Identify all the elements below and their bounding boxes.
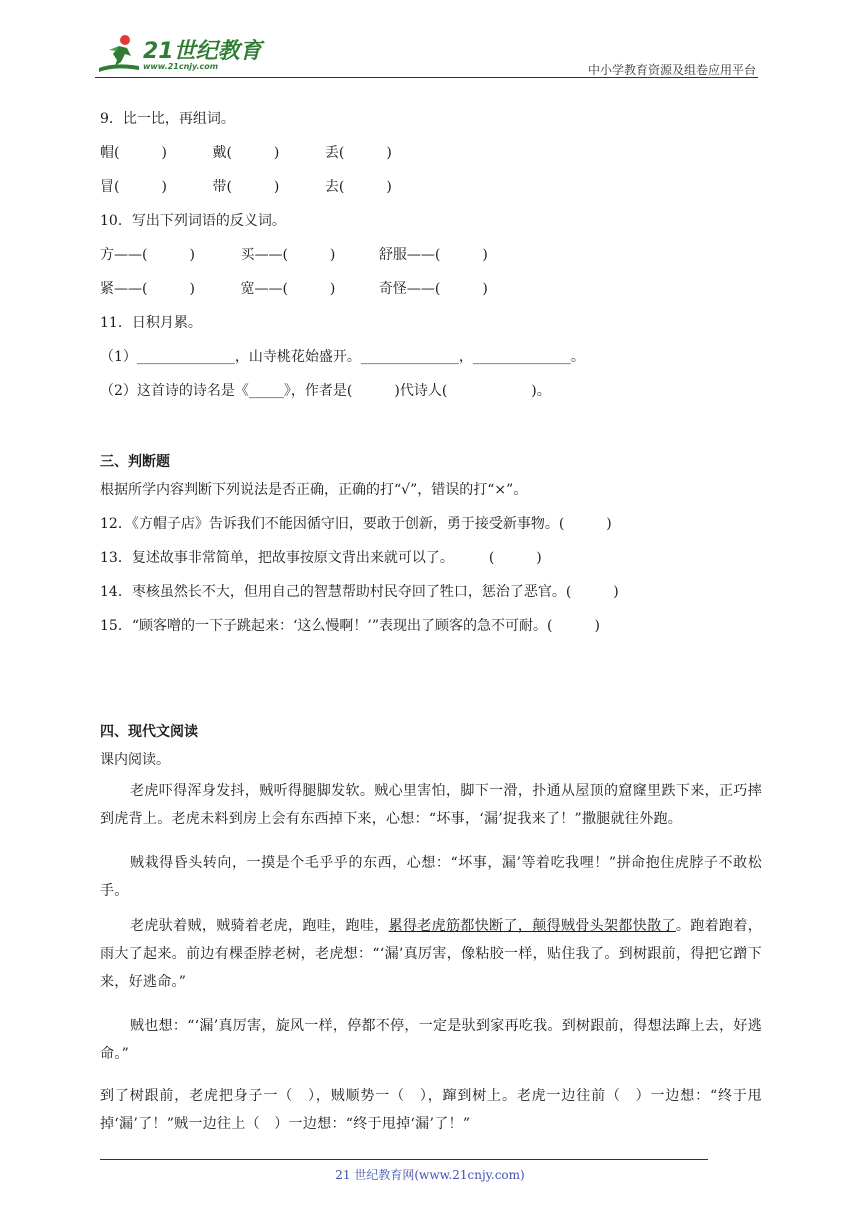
q9-item: 去( ) xyxy=(324,179,392,195)
paragraph-text: 老虎驮着贼，贼骑着老虎，跑哇，跑哇， xyxy=(130,918,389,934)
section3-heading: 三、判断题 xyxy=(100,454,170,470)
section4-sub: 课内阅读。 xyxy=(100,752,170,768)
passage-paragraph-5: 到了树跟前，老虎把身子一（ ），贼顺势一（ ），蹿到树上。老虎一边往前（ ）一边想：“终于甩掉‘漏’了！”贼一边往上（ ）一边想：“终于甩掉‘漏’了！” xyxy=(100,1088,762,1132)
judge-item-15: 15．“顾客噌的一下子跳起来：‘这么慢啊！’”表现出了顾客的急不可耐。( ) xyxy=(100,618,600,634)
q10-item: 买——( ) xyxy=(240,247,336,263)
passage-paragraph-3 xyxy=(100,912,762,996)
q10-item: 舒服——( ) xyxy=(378,247,488,263)
page-header xyxy=(95,30,758,78)
q10-item: 宽——( ) xyxy=(240,281,336,297)
underlined-sentence: 累得老虎筋都快断了，颠得贼骨头架都快散了 xyxy=(388,918,676,934)
q11-line1: （1）______________，山寺桃花始盛开。______________，______________。 xyxy=(100,349,585,365)
q10-title: 10．写出下列词语的反义词。 xyxy=(100,213,286,229)
q9-item: 戴( ) xyxy=(212,145,280,161)
q9-title: 9．比一比，再组词。 xyxy=(100,111,235,127)
judge-item-12: 12．《方帽子店》告诉我们不能因循守旧，要敢于创新，勇于接受新事物。( ) xyxy=(100,516,612,532)
q10-item: 方——( ) xyxy=(100,247,195,263)
footer-divider xyxy=(100,1159,708,1160)
paragraph-text: 。跑着跑着，雨大了起来。前边有棵歪脖老树，老虎想：“‘漏’真厉害，像粘胶一样，贴住我了。到树跟前，得把它蹭下来，好逃命。” xyxy=(100,918,762,990)
section4-heading: 四、现代文阅读 xyxy=(100,724,198,740)
q9-item: 带( ) xyxy=(212,179,280,195)
footer-text: 21 世纪教育网(www.21cnjy.com) xyxy=(335,1168,525,1182)
q10-item: 奇怪——( ) xyxy=(378,281,488,297)
logo-url: www.21cnjy.com xyxy=(143,62,219,71)
judge-item-14: 14．枣核虽然长不大，但用自己的智慧帮助村民夺回了牲口，惩治了恶官。( ) xyxy=(100,584,619,600)
section3-instruction: 根据所学内容判断下列说法是否正确，正确的打“√”，错误的打“×”。 xyxy=(100,482,528,498)
q10-row1 xyxy=(100,244,488,264)
q9-row2 xyxy=(100,176,392,196)
passage-paragraph-1: 老虎吓得浑身发抖，贼听得腿脚发软。贼心里害怕，脚下一滑，扑通从屋顶的窟窿里跌下来，正巧摔到虎背上。老虎未料到房上会有东西掉下来，心想：“坏事，‘漏’捉我来了！”撒腿就往外跑。 xyxy=(100,783,762,827)
q11-title: 11．日积月累。 xyxy=(100,315,202,331)
q9-item: 冒( ) xyxy=(100,179,167,195)
logo xyxy=(95,32,265,76)
q9-item: 丢( ) xyxy=(324,145,392,161)
q10-row2 xyxy=(100,278,488,298)
runner-logo-icon xyxy=(95,32,141,76)
q9-item: 帽( ) xyxy=(100,145,167,161)
passage-paragraph-4: 贼也想：“‘漏’真厉害，旋风一样，停都不停，一定是驮到家再吃我。到树跟前，得想法蹿上去，好逃命。” xyxy=(100,1018,762,1062)
platform-name: 中小学教育资源及组卷应用平台 xyxy=(587,63,756,77)
q11-line2: （2）这首诗的诗名是《_____》，作者是( )代诗人( )。 xyxy=(100,383,551,399)
passage-paragraph-2: 贼栽得昏头转向，一摸是个毛乎乎的东西，心想：“坏事，漏’等着吃我哩！”拼命抱住虎脖子不敢松手。 xyxy=(100,855,762,899)
q9-row1 xyxy=(100,142,392,162)
judge-item-13: 13．复述故事非常简单，把故事按原文背出来就可以了。 ( ) xyxy=(100,550,542,566)
logo-text: 21世纪教育 xyxy=(143,39,262,64)
q10-item: 紧——( ) xyxy=(100,281,195,297)
